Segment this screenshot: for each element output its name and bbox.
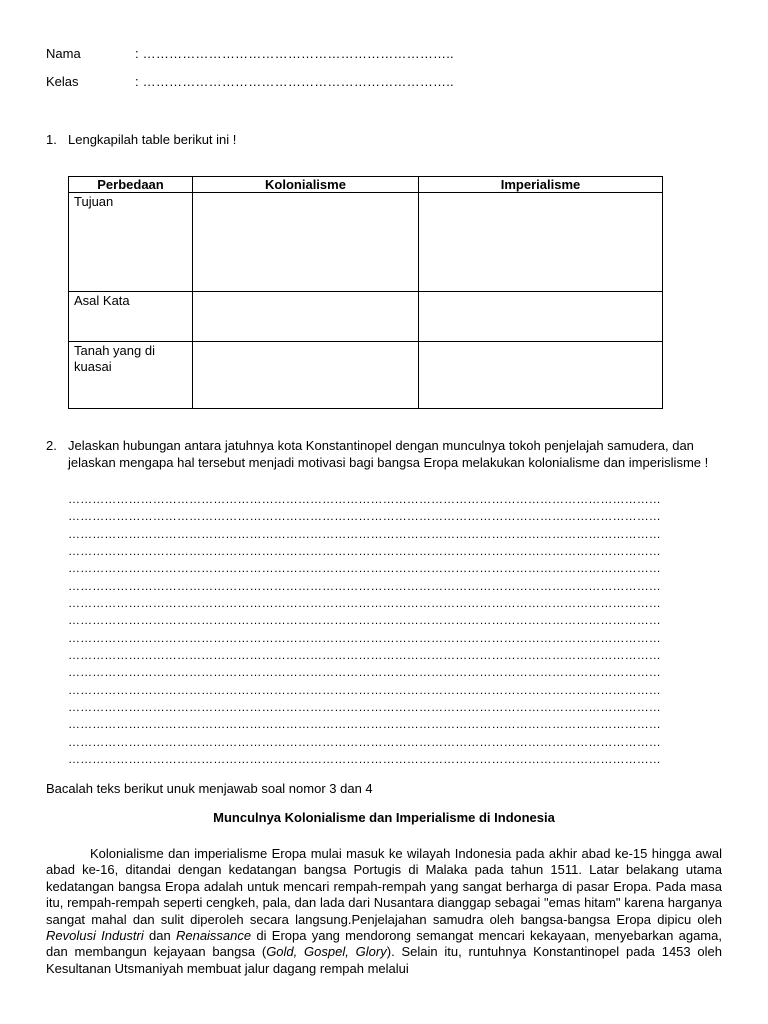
kelas-label: Kelas: [46, 74, 79, 89]
answer-line[interactable]: …………………………………………………………………………………………………………………………………: [68, 700, 661, 715]
answer-line[interactable]: …………………………………………………………………………………………………………………………………: [68, 682, 661, 697]
reading-instruction: Bacalah teks berikut unuk menjawab soal nomor 3 dan 4: [46, 781, 373, 796]
header-imperialisme: Imperialisme: [419, 177, 663, 193]
table-row: [69, 193, 663, 292]
question-2-number: 2.: [46, 438, 57, 453]
cell-tanah-kolonialisme[interactable]: [193, 342, 419, 409]
answer-line[interactable]: …………………………………………………………………………………………………………………………………: [68, 648, 661, 663]
term-revolusi-industri: Revolusi Industri: [46, 928, 144, 944]
table-row: [69, 342, 663, 409]
row-label-tanah: Tanah yang di kuasai: [69, 342, 193, 409]
term-gold-gospel-glory: Gold, Gospel, Glory: [266, 944, 387, 960]
question-2-text: Jelaskan hubungan antara jatuhnya kota Konstantinopel dengan munculnya tokoh penjelajah samudera, dan jelaskan mengapa hal tersebut menjadi motivasi bagi bangsa Eropa melakukan kolonialisme dan imperislisme !: [68, 438, 709, 470]
paragraph-text-3: di Eropa yang mendorong semangat mencari kekayaan, menyebarkan agama, dan membangun kejayaan bangsa (: [46, 928, 722, 960]
reading-paragraph: [46, 846, 722, 977]
cell-tujuan-kolonialisme[interactable]: [193, 193, 419, 292]
cell-asal-kata-kolonialisme[interactable]: [193, 292, 419, 342]
cell-tanah-imperialisme[interactable]: [419, 342, 663, 409]
answer-line[interactable]: …………………………………………………………………………………………………………………………………: [68, 509, 661, 524]
row-label-asal-kata: Asal Kata: [69, 292, 193, 342]
answer-line[interactable]: …………………………………………………………………………………………………………………………………: [68, 596, 661, 611]
answer-line[interactable]: …………………………………………………………………………………………………………………………………: [68, 630, 661, 645]
nama-label: Nama: [46, 46, 81, 61]
comparison-table: [68, 176, 663, 409]
answer-line[interactable]: …………………………………………………………………………………………………………………………………: [68, 752, 661, 767]
answer-line[interactable]: …………………………………………………………………………………………………………………………………: [68, 717, 661, 732]
row-label-tujuan: Tujuan: [69, 193, 193, 292]
answer-line[interactable]: …………………………………………………………………………………………………………………………………: [68, 544, 661, 559]
header-perbedaan: Perbedaan: [69, 177, 193, 193]
cell-asal-kata-imperialisme[interactable]: [419, 292, 663, 342]
answer-line[interactable]: …………………………………………………………………………………………………………………………………: [68, 526, 661, 541]
paragraph-text-2: dan: [143, 928, 176, 944]
kelas-blank: : ……………………………………………………………..: [135, 74, 454, 89]
answer-line[interactable]: …………………………………………………………………………………………………………………………………: [68, 492, 661, 506]
paragraph-text-4: ). Selain itu, runtuhnya Konstantinopel pada 1453 oleh Kesultanan Utsmaniyah membuat jalur dagang rempah melalui: [46, 944, 723, 976]
answer-line[interactable]: …………………………………………………………………………………………………………………………………: [68, 613, 661, 628]
reading-title: Munculnya Kolonialisme dan Imperialisme di Indonesia: [213, 810, 555, 825]
paragraph-text-1: Kolonialisme dan imperialisme Eropa mulai masuk ke wilayah Indonesia pada akhir abad ke-15 hingga awal abad ke-16, ditandai dengan kedatangan bangsa Portugis di Malaka pada tahun 1511. Latar belakang utama kedatangan bangsa Eropa adalah untuk mencari rempah-rempah yang sangat berharga di pasar Eropa. Pada masa itu, rempah-rempah seperti cengkeh, pala, dan lada dari Nusantara dianggap sebagai "emas hitam" karena harganya sangat mahal dan sulit diperoleh secara langsung.Penjelajahan samudra oleh bangsa-bangsa Eropa dipicu oleh: [46, 846, 722, 927]
table-row: [69, 292, 663, 342]
term-renaissance: Renaissance: [175, 928, 252, 944]
answer-line[interactable]: …………………………………………………………………………………………………………………………………: [68, 561, 661, 576]
answer-line[interactable]: …………………………………………………………………………………………………………………………………: [68, 665, 661, 680]
answer-line[interactable]: …………………………………………………………………………………………………………………………………: [68, 578, 661, 593]
table-header-row: [69, 177, 663, 193]
nama-blank: : ……………………………………………………………..: [135, 46, 454, 61]
question-1-number: 1.: [46, 132, 57, 147]
answer-line[interactable]: …………………………………………………………………………………………………………………………………: [68, 734, 661, 749]
cell-tujuan-imperialisme[interactable]: [419, 193, 663, 292]
question-1-text: Lengkapilah table berikut ini !: [68, 132, 237, 147]
header-kolonialisme: Kolonialisme: [193, 177, 419, 193]
answer-lines: [68, 491, 723, 769]
